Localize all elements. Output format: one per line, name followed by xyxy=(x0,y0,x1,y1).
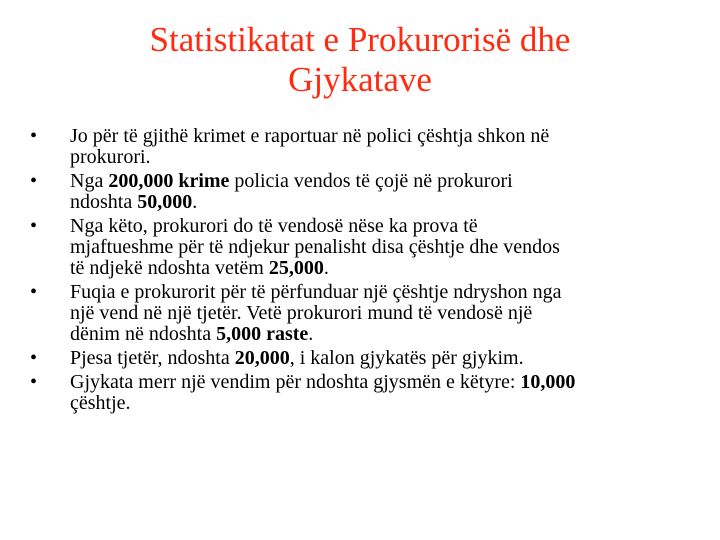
bullet-text: Nga xyxy=(70,170,109,192)
bullet-text: Pjesa tjetër, ndoshta xyxy=(70,347,235,369)
bullet-dot: • xyxy=(30,170,38,192)
bullet-text: . xyxy=(323,257,329,279)
bullet-line xyxy=(70,372,700,393)
bullet-text: Jo për të gjithë krimet e raportuar në polici çështja shkon në xyxy=(70,125,550,147)
bullet-line xyxy=(70,147,700,168)
bullet-line xyxy=(70,324,700,345)
bullet-line xyxy=(70,258,700,279)
bullet-emphasis: 10,000 xyxy=(520,371,576,393)
bullet-dot: • xyxy=(30,125,38,147)
bullet-dot: • xyxy=(30,371,38,393)
bullet-text: të ndjekë ndoshta vetëm xyxy=(70,257,269,279)
bullet-item xyxy=(30,216,700,279)
bullet-line xyxy=(70,171,700,192)
bullet-item xyxy=(30,282,700,345)
slide-title xyxy=(40,20,680,100)
bullet-line xyxy=(70,126,700,147)
bullet-item xyxy=(30,171,700,213)
bullet-text: një vend në një tjetër. Vetë prokurori mund të vendosë një xyxy=(70,302,533,324)
bullet-text: mjaftueshme për të ndjekur penalisht disa çështje dhe vendos xyxy=(70,236,560,258)
bullet-text: . xyxy=(308,323,314,345)
bullet-text: Nga këto, prokurori do të vendosë nëse ka prova të xyxy=(70,215,478,237)
bullet-item xyxy=(30,126,700,168)
bullet-text: . xyxy=(192,191,198,213)
bullet-dot: • xyxy=(30,281,38,303)
bullet-line xyxy=(70,303,700,324)
bullet-text: policia vendos të çojë në prokurori xyxy=(229,170,513,192)
bullet-emphasis: 50,000 xyxy=(137,191,193,213)
bullet-text: , i kalon gjykatës për gjykim. xyxy=(289,347,524,369)
bullet-emphasis: 200,000 krime xyxy=(108,170,230,192)
bullet-dot: • xyxy=(30,215,38,237)
bullet-text: dënim në ndoshta xyxy=(70,323,217,345)
bullet-text: Gjykata merr një vendim për ndoshta gjysmën e këtyre: xyxy=(70,371,521,393)
bullet-emphasis: 20,000 xyxy=(234,347,290,369)
bullet-emphasis: 25,000 xyxy=(268,257,324,279)
slide-title-line-2: Gjykatave xyxy=(288,60,432,99)
bullet-text: çështje. xyxy=(70,392,131,414)
bullet-line xyxy=(70,237,700,258)
bullet-item xyxy=(30,348,700,369)
bullet-line xyxy=(70,348,700,369)
bullet-dot: • xyxy=(30,347,38,369)
bullet-text: ndoshta xyxy=(70,191,138,213)
bullet-item xyxy=(30,372,700,414)
slide-title-line-1: Statistikatat e Prokurorisë dhe xyxy=(149,20,571,59)
bullet-line xyxy=(70,216,700,237)
bullet-line xyxy=(70,282,700,303)
bullet-emphasis: 5,000 raste xyxy=(216,323,309,345)
bullet-line xyxy=(70,393,700,414)
bullet-text: Fuqia e prokurorit për të përfunduar një çështje ndryshon nga xyxy=(70,281,562,303)
bullet-list xyxy=(30,126,700,417)
bullet-line xyxy=(70,192,700,213)
bullet-text: prokurori. xyxy=(70,146,151,168)
